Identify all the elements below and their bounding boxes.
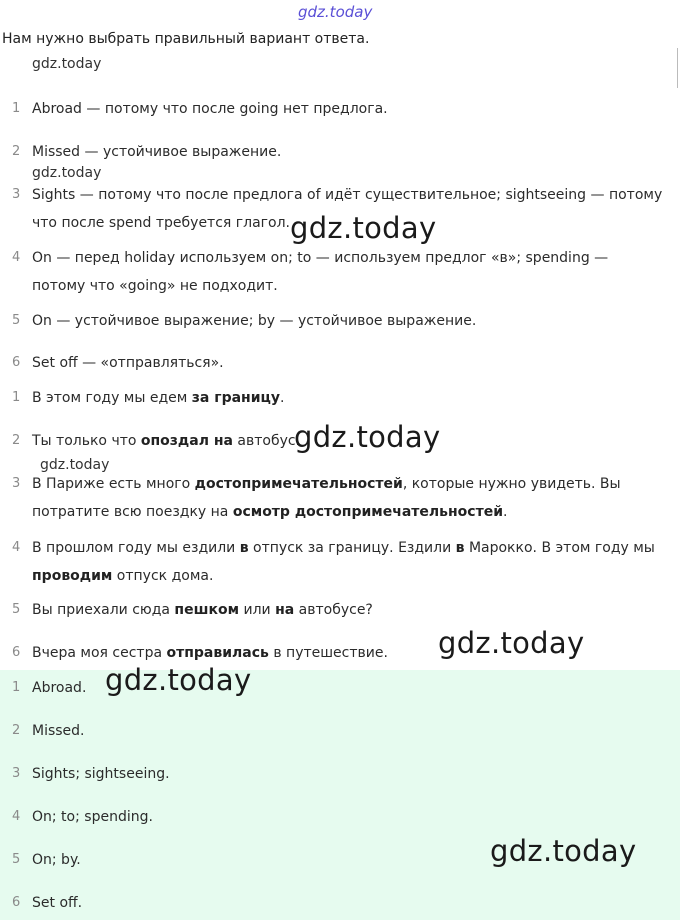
item-text: В прошлом году мы ездили в отпуск за границу. Ездили в Марокко. В этом году мы (32, 540, 655, 556)
item-number: 3 (12, 476, 21, 491)
scrollbar[interactable] (677, 48, 678, 88)
item-text: В этом году мы едем за границу. (32, 390, 285, 406)
item-text: On; to; spending. (32, 809, 153, 825)
item-text: Set off — «отправляться». (32, 355, 224, 371)
item-text: Sights; sightseeing. (32, 766, 170, 782)
watermark-top: gdz.today (298, 3, 373, 21)
item-text: On — перед holiday используем on; to — используем предлог «в»; spending — (32, 250, 609, 266)
item-number: 4 (12, 540, 21, 555)
item-text: Set off. (32, 895, 83, 911)
answers-section (0, 670, 680, 920)
item-number: 5 (12, 313, 21, 328)
item-text: проводим отпуск дома. (32, 568, 214, 584)
item-text: потратите всю поездку на осмотр достопримечательностей. (32, 504, 508, 520)
item-number: 2 (12, 433, 21, 448)
item-number: 6 (12, 645, 21, 660)
item-number: 1 (12, 390, 21, 405)
watermark: gdz.today (290, 211, 437, 245)
item-number: 6 (12, 895, 21, 910)
item-text: On — устойчивое выражение; by — устойчивое выражение. (32, 313, 477, 329)
item-text: В Париже есть много достопримечательностей, которые нужно увидеть. Вы (32, 476, 621, 492)
item-text: Ты только что опоздал на автобус. (32, 433, 301, 449)
watermark: gdz.today (294, 420, 441, 454)
item-number: 2 (12, 723, 21, 738)
item-number: 5 (12, 852, 21, 867)
watermark: gdz.today (40, 457, 110, 473)
watermark: gdz.today (490, 834, 637, 868)
item-number: 6 (12, 355, 21, 370)
item-text: Abroad — потому что после going нет предлога. (32, 101, 388, 117)
watermark: gdz.today (32, 56, 102, 72)
item-text: Вы приехали сюда пешком или на автобусе? (32, 602, 373, 618)
item-text: Missed — устойчивое выражение. (32, 144, 282, 160)
item-number: 3 (12, 187, 21, 202)
item-number: 4 (12, 250, 21, 265)
item-text: потому что «going» не подходит. (32, 278, 278, 294)
item-number: 3 (12, 766, 21, 781)
item-text: Вчера моя сестра отправилась в путешествие. (32, 645, 388, 661)
item-number: 2 (12, 144, 21, 159)
item-text: On; by. (32, 852, 81, 868)
item-number: 5 (12, 602, 21, 617)
item-number: 1 (12, 680, 21, 695)
watermark: gdz.today (105, 663, 252, 697)
item-text: Abroad. (32, 680, 87, 696)
intro-text: Нам нужно выбрать правильный вариант ответа. (2, 31, 370, 47)
item-number: 4 (12, 809, 21, 824)
watermark: gdz.today (32, 165, 102, 181)
watermark: gdz.today (438, 626, 585, 660)
item-text: что после spend требуется глагол. (32, 215, 290, 231)
item-number: 1 (12, 101, 21, 116)
item-text: Sights — потому что после предлога of идёт существительное; sightseeing — потому (32, 187, 663, 203)
item-text: Missed. (32, 723, 85, 739)
